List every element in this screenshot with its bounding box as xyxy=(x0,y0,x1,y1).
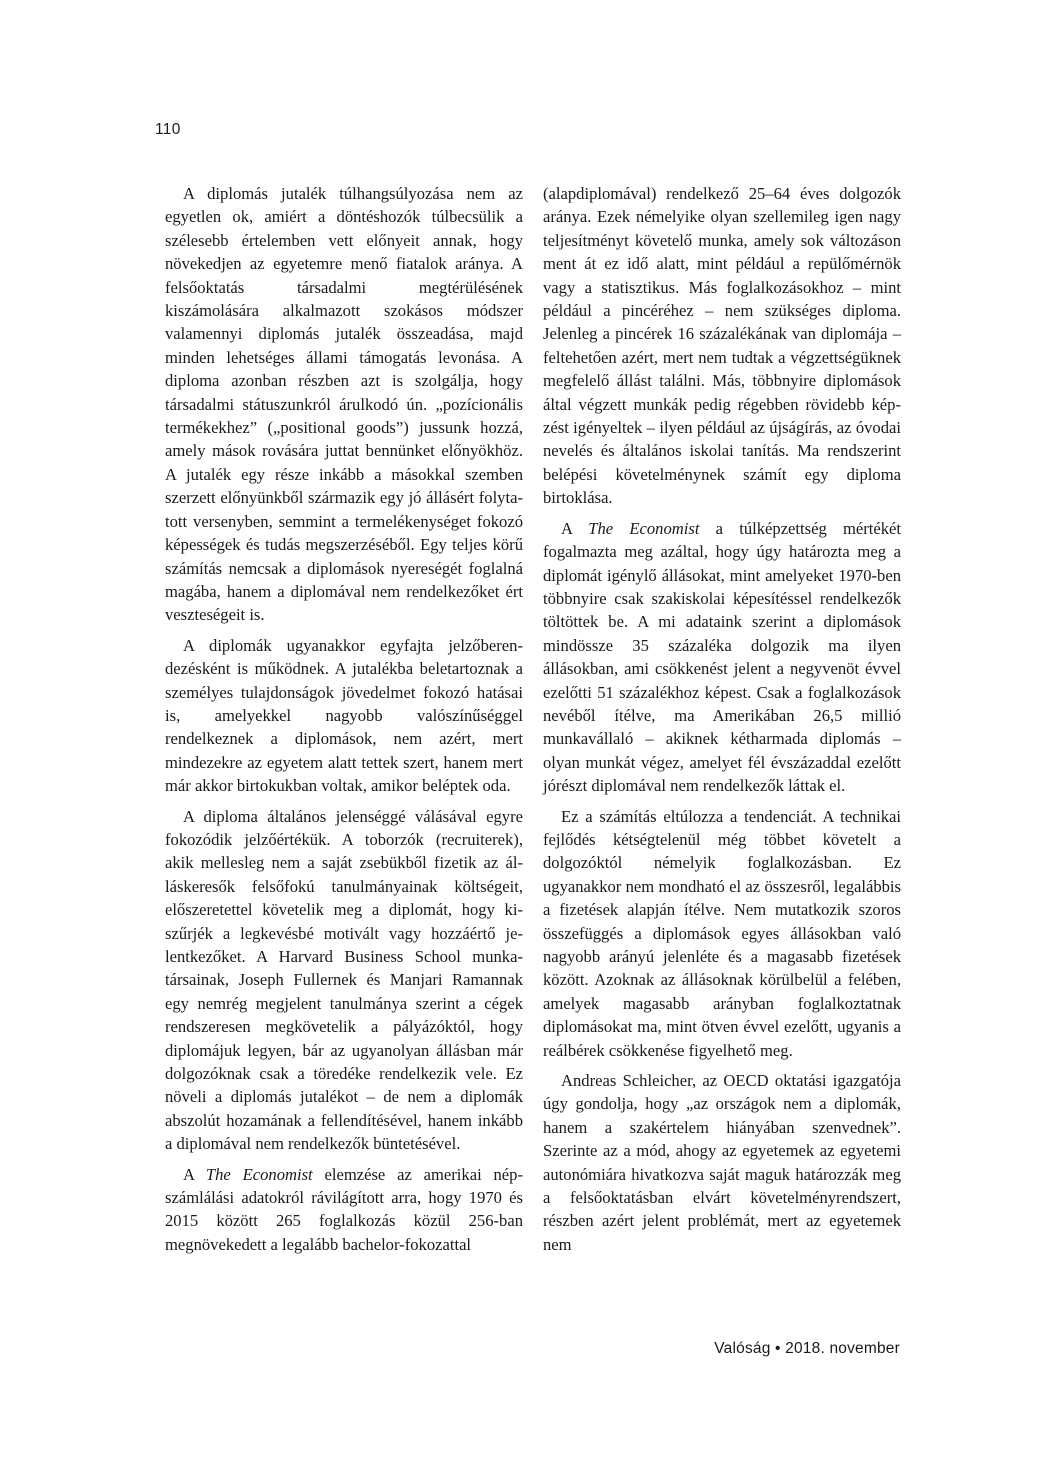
paragraph: Andreas Schleicher, az OECD oktatási igazgatója úgy gondolja, hogy „az országok nem a diplomák, hanem a szakértelem hiányában szenvednek”. Szerinte az a mód, ahogy az egyetemek az egyetemi autonómiára hivatkozva saját maguk határozzák meg a felsőoktatásban elvárt követelményrendszert, részben azért jelent problémát, mert az egyetemek nem xyxy=(543,1071,901,1254)
paragraph: A diplomák ugyanakkor egyfajta jelzőberendezésként is működnek. A jutalékba beletartoznak a személyes tulajdonságok jövedelmet fokozó hatásai is, amelyekkel nagyobb valószínűséggel rendelkeznek a diplomások, nem azért, mert mindezekre az egyetem alatt tettek szert, hanem mert már akkor birtokukban voltak, amikor beléptek oda. xyxy=(165,635,523,796)
paragraph: (alapdiplomával) rendelkező 25–64 éves dolgozók aránya. Ezek némelyike olyan szellemileg igen nagy teljesítményt követelő munka, amely sok változáson ment át ez idő alatt, mint például a repülőmérnök vagy a statisztikus. Más foglalkozásokhoz – mint például a pincéréhez – nem szükséges diploma. Jelenleg a pincérek 16 százalékának van diplomája – feltehetően azért, mert nem tudtak a végzettségüknek megfelelő állást találni. Más, többnyire diplomások által végzett munkák pedig régebben rövidebb képzést igényeltek – ilyen például az újságírás, az óvodai nevelés és általános iskolai tanítás. Ma rendszerint belépési követelménynek számít egy diploma birtoklása. xyxy=(543,184,901,508)
paragraph xyxy=(543,517,901,798)
paragraph-text: elemzése az amerikai népszámlálási adatokról rávilágított arra, hogy 1970 és 2015 között 265 foglalkozás közül 256-ban megnövekedett a legalább bachelor-fokozattal xyxy=(165,1164,523,1254)
paragraph: Ez a számítás eltúlozza a tendenciát. A technikai fejlődés kétségtelenül még többet követelt a dolgozóktól némelyik foglalkozásban. Ez ugyanakkor nem mondható el az összesről, legalábbis a fizetések alapján ítélve. Nem mutatkozik szoros összefüggés a diplomások egyes állásokban való nagyobb arányú jelenléte és a magasabb fizetések között. Azoknak az állásoknak körülbelül a felében, amelyek magasabb arányban foglalkoztatnak diplomásokat ma, mint ötven évvel ezelőtt, ugyanis a reálbérek csökkenése figyelhető meg. xyxy=(543,806,901,1060)
paragraph: A diplomás jutalék túlhangsúlyozása nem az egyetlen ok, amiért a döntéshozók túlbecsülik a szélesebb értelemben vett előnyeit annak, hogy növekedjen az egyetemre menő fiatalok aránya. A felsőoktatás társadalmi megtérülésének kiszámolására alkalmazott szokásos módszer valamennyi diplomás jutalék összeadása, majd minden lehetséges állami támogatás levonása. A diploma azonban részben azt is szolgálja, hogy társadalmi státuszunkról árulkodó ún. „pozícionális termékekhez” („positional goods”) jussunk hozzá, amely mások rovására juttat bennünket előnyökhöz. A jutalék egy része inkább a másokkal szemben szerzett előnyünkből származik egy jó állásért folytatott versenyben, semmint a termelékenységet fokozó képességek és tudás megszerzéséből. Egy teljes körű számítás nemcsak a diplomások nyereségét foglalná magába, hanem a diplomával nem rendelkezőket ért veszteségeit is. xyxy=(165,184,523,625)
footer-journal-info: Valóság • 2018. november xyxy=(714,1340,900,1357)
paragraph-text: A xyxy=(183,1164,206,1184)
page-number: 110 xyxy=(155,121,181,138)
paragraph-text: A xyxy=(561,518,589,538)
paragraph xyxy=(165,1163,523,1257)
left-column xyxy=(165,182,523,1263)
publication-title: The Economist xyxy=(588,518,700,538)
right-column xyxy=(543,182,901,1263)
paragraph: A diploma általános jelenséggé válásával egyre fokozódik jelzőértékük. A toborzók (recruiterek), akik mellesleg nem a saját zsebükből fizetik az álláskeresők felsőfokú tanulmányainak költségeit, előszeretettel követelik meg a diplomát, hogy kiszűrjék a legkevésbé motivált vagy hozzáértő jelentkezőket. A Harvard Business School munkatársainak, Joseph Fullernek és Manjari Ramannak egy nemrég megjelent tanulmánya szerint a cégek rendszeresen megkövetelik a pályázóktól, hogy diplomájuk legyen, bár az ugyanolyan állásban már dolgozóknak csak a töredéke rendelkezik vele. Ez növeli a diplomás jutalékot – de nem a diplomák abszolút hozamának a fellendítésével, hanem inkább a diplomával nem rendelkezők büntetésével. xyxy=(165,806,523,1154)
paragraph-text: a túlképzettség mértékét fogalmazta meg azáltal, hogy úgy határozta meg a diplomát igénylő állásokat, mint amelyeket 1970-ben többnyire csak szakiskolai képesítéssel rendelkezők töltöttek be. A mi adataink szerint a diplomások mindössze 35 százaléka dolgozik ma ilyen állásokban, ami csökkenést jelent a negyvenöt évvel ezelőtti 51 százalékhoz képest. Csak a foglalkozások nevéből ítélve, ma Amerikában 26,5 millió munkavállaló – akiknek kétharmada diplomás – olyan munkát végez, amelyet fél évszázaddal ezelőtt jórészt diplomával nem rendelkezők láttak el. xyxy=(543,518,902,796)
publication-title: The Economist xyxy=(205,1164,313,1184)
